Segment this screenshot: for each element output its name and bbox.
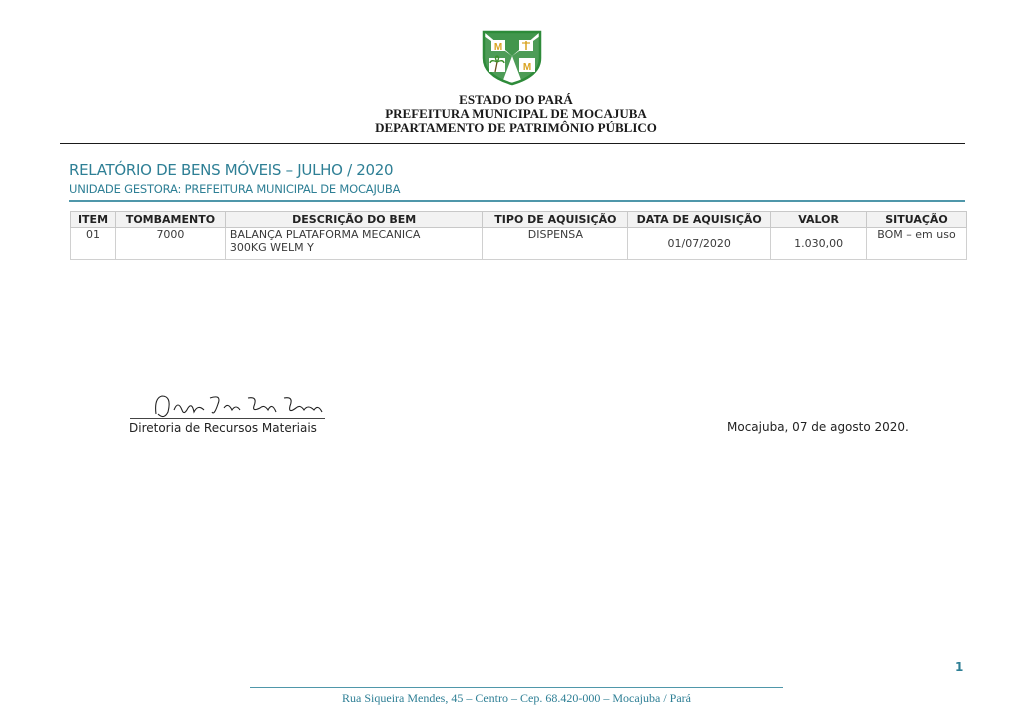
cell-data: 01/07/2020 — [628, 228, 771, 260]
institution-header — [0, 93, 1024, 135]
cell-tombamento: 7000 — [115, 228, 225, 260]
place-date: Mocajuba, 07 de agosto 2020. — [727, 420, 909, 434]
column-header-data: DATA DE AQUISIÇÃO — [628, 212, 771, 228]
column-header-tombamento: TOMBAMENTO — [115, 212, 225, 228]
header-divider — [60, 143, 965, 144]
footer-address: Rua Siqueira Mendes, 45 – Centro – Cep. 68.420-000 – Mocajuba / Pará — [342, 691, 691, 705]
cell-tipo: DISPENSA — [483, 228, 628, 260]
title-divider — [69, 200, 965, 202]
signer-role: Diretoria de Recursos Materiais — [129, 421, 317, 435]
descricao-line-1: BALANÇA PLATAFORMA MECANICA — [229, 228, 421, 241]
report-title: RELATÓRIO DE BENS MÓVEIS – JULHO / 2020 — [69, 161, 394, 179]
signature-line — [130, 418, 325, 419]
municipal-crest-logo — [481, 28, 543, 86]
state-name: ESTADO DO PARÁ — [459, 92, 573, 107]
column-header-valor: VALOR — [771, 212, 867, 228]
column-header-situacao: SITUAÇÃO — [867, 212, 967, 228]
cell-item: 01 — [71, 228, 116, 260]
prefecture-name: PREFEITURA MUNICIPAL DE MOCAJUBA — [385, 106, 647, 121]
column-header-tipo: TIPO DE AQUISIÇÃO — [483, 212, 628, 228]
page-number: 1 — [955, 660, 964, 674]
table-header-row — [71, 212, 967, 228]
footer-divider — [250, 687, 783, 688]
cell-valor: 1.030,00 — [771, 228, 867, 260]
cell-descricao — [225, 228, 483, 260]
crest-letter-right: M — [522, 62, 532, 73]
column-header-item: ITEM — [71, 212, 116, 228]
column-header-descricao: DESCRIÇÃO DO BEM — [225, 212, 483, 228]
cell-situacao: BOM – em uso — [867, 228, 967, 260]
descricao-line-2: 300KG WELM Y — [229, 241, 314, 254]
assets-table — [70, 211, 967, 260]
department-name: DEPARTAMENTO DE PATRIMÔNIO PÚBLICO — [375, 120, 657, 135]
table-row — [71, 228, 967, 260]
report-unit: UNIDADE GESTORA: PREFEITURA MUNICIPAL DE MOCAJUBA — [69, 182, 401, 196]
crest-letter-left: M — [493, 42, 503, 53]
